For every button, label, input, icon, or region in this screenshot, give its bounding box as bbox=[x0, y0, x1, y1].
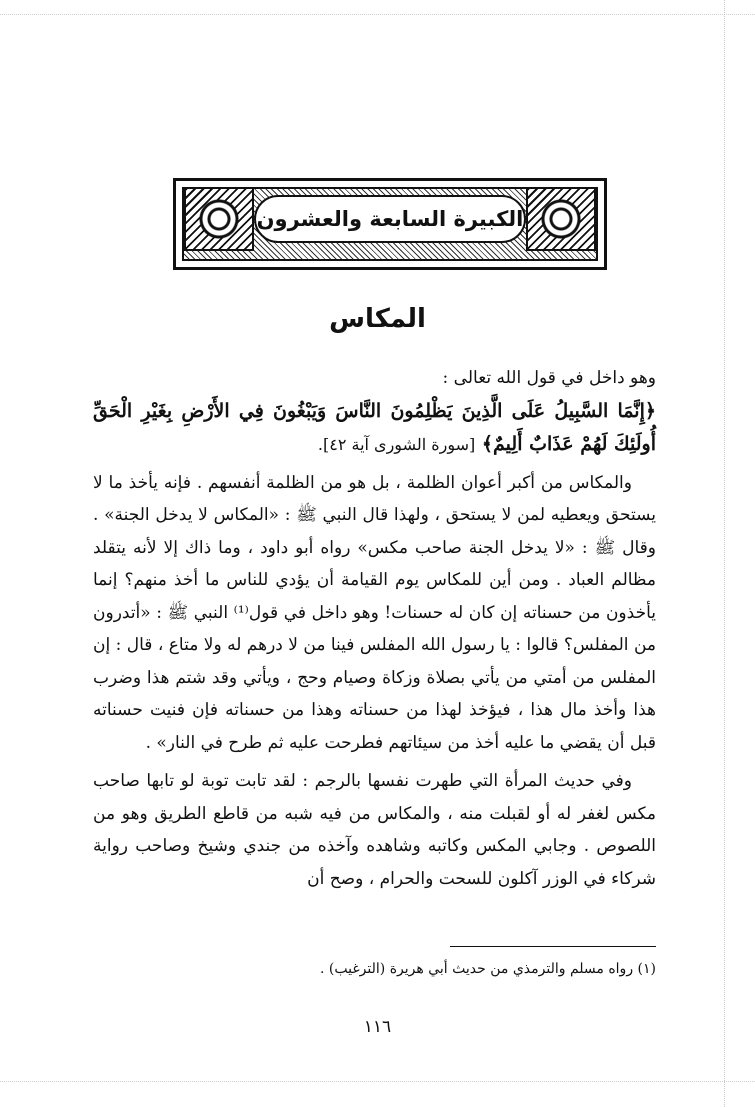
verse-reference: [سورة الشورى آية ٤٢]. bbox=[317, 434, 476, 454]
quran-verse bbox=[93, 395, 656, 461]
section-heading: المكاس bbox=[329, 304, 426, 334]
paragraph-1: والمكاس من أكبر أعوان الظلمة ، بل هو من الظلمة أنفسهم . فإنه يأخذ ما لا يستحق ويعطيه لمن لا يستحق ، ولهذا قال النبي ﷺ : «المكاس لا يدخل الجنة» . وقال ﷺ : «لا يدخل الجنة صاحب مكس» رواه أبو داود ، وما ذاك إلا لأنه يتقلد مظالم العباد . ومن أين للمكاس يوم القيامة أن يؤدي للناس ما أخذ منهم؟ إنما يأخذون من حسناته إن كان له حسنات! وهو داخل في قول⁽¹⁾ النبي ﷺ : «أتدرون من المفلس؟ قالوا : يا رسول الله المفلس فينا من لا درهم له ولا متاع ، قال : إن المفلس من أمتي من يأتي بصلاة وزكاة وصيام وحج ، ويأتي وقد شتم هذا وضرب هذا وأخذ مال هذا ، فيؤخذ لهذا من حسناته وهذا من حسناته فإن فنيت حسناته قبل أن يقضي ما عليه أخذ من سيئاتهم فطرحت عليه ثم طرح في النار» . bbox=[93, 472, 656, 753]
ornament-left-icon bbox=[184, 187, 254, 251]
title-plaque bbox=[254, 195, 526, 243]
page-edge-bottom bbox=[0, 1081, 755, 1083]
page-edge-top bbox=[0, 14, 755, 16]
paragraph-2: وفي حديث المرأة التي طهرت نفسها بالرجم : لقد تابت توبة لو تابها صاحب مكس لغفر له أو لقبلت منه ، والمكاس من فيه شبه من قاطع الطريق وهو من اللصوص . وجابي المكس وكاتبه وشاهده وآخذه من جندي وشيخ وصاحب رواية شركاء في الوزر آكلون للسحت والحرام ، وصح أن bbox=[93, 771, 656, 889]
intro-line: وهو داخل في قول الله تعالى : bbox=[442, 368, 656, 388]
chapter-title: الكبيرة السابعة والعشرون bbox=[256, 207, 524, 231]
quran-verse-text: ﴿إِنَّمَا السَّبِيلُ عَلَى الَّذِينَ يَظْلِمُونَ النَّاسَ وَيَبْغُونَ فِي الأَرْضِ بِغَيْرِ الْحَقِّ أُولَئِكَ لَهُمْ عَذَابٌ أَلِيمٌ﴾ bbox=[93, 399, 656, 455]
body-text bbox=[93, 362, 656, 895]
page-number: ١١٦ bbox=[363, 1017, 392, 1037]
footnote: (١) رواه مسلم والترمذي من حديث أبي هريرة (الترغيب) . bbox=[320, 961, 656, 977]
ornament-right-icon bbox=[526, 187, 596, 251]
chapter-title-frame bbox=[173, 178, 607, 270]
page-edge-right bbox=[723, 0, 725, 1107]
footnote-divider bbox=[450, 946, 656, 947]
